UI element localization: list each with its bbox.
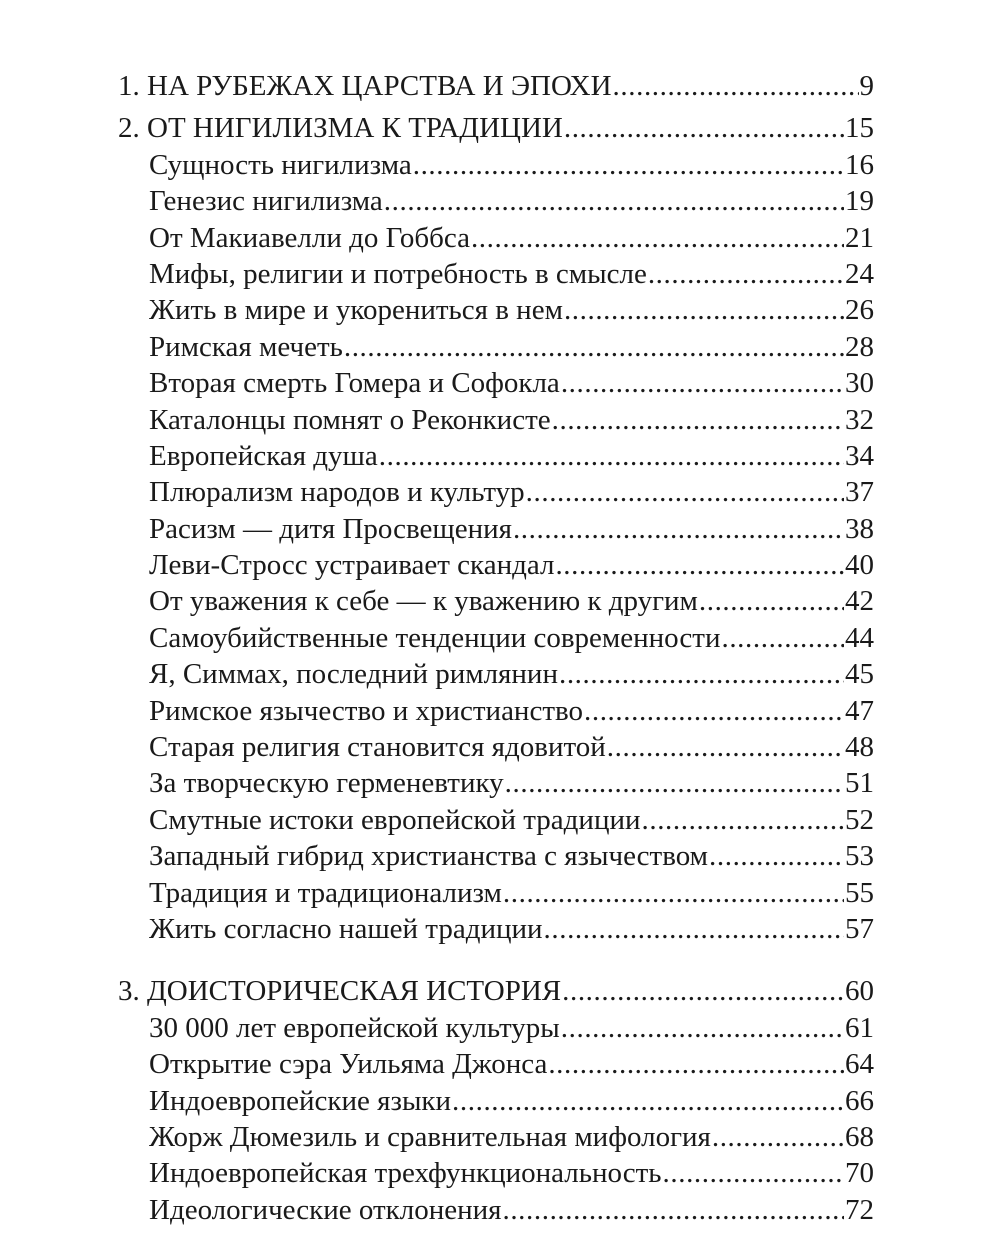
page-number: 16 xyxy=(845,148,874,181)
page-number: 24 xyxy=(845,257,874,290)
entry-title: Старая религия становится ядовитой xyxy=(149,731,606,764)
toc-entry xyxy=(118,220,874,256)
entry-title: Идеологические отклонения xyxy=(149,1193,502,1226)
page-number: 53 xyxy=(845,840,874,873)
toc-entry xyxy=(118,1192,874,1228)
page-number: 64 xyxy=(845,1048,874,1081)
dot-leader xyxy=(584,693,844,729)
toc-entry xyxy=(118,838,874,874)
dot-leader xyxy=(502,1192,844,1228)
toc-entry xyxy=(118,511,874,547)
toc-entry xyxy=(118,292,874,328)
dot-leader xyxy=(552,402,844,438)
dot-leader xyxy=(562,973,844,1009)
toc-entry xyxy=(118,147,874,183)
toc-entry xyxy=(118,620,874,656)
entry-title: Традиция и традиционализм xyxy=(149,876,502,909)
toc-chapter-2 xyxy=(118,110,874,146)
entry-title: Плюрализм народов и культур xyxy=(149,476,525,509)
page-number: 32 xyxy=(845,403,874,436)
page-number: 40 xyxy=(845,549,874,582)
page-number: 28 xyxy=(845,330,874,363)
entry-title: Западный гибрид христианства с язычеством xyxy=(149,840,709,873)
toc-entry xyxy=(118,1155,874,1191)
dot-leader xyxy=(544,911,844,947)
entry-title: Самоубийственные тенденции современности xyxy=(149,621,721,654)
page-number: 47 xyxy=(845,694,874,727)
toc-entry xyxy=(118,1046,874,1082)
entry-title: Индоевропейские языки xyxy=(149,1084,452,1117)
dot-leader xyxy=(503,875,844,911)
toc-entry xyxy=(118,583,874,619)
chapter-title: 3. ДОИСТОРИЧЕСКАЯ ИСТОРИЯ xyxy=(118,975,562,1008)
entry-title: Жорж Дюмезиль и сравнительная мифология xyxy=(149,1120,711,1153)
dot-leader xyxy=(548,1046,844,1082)
entry-title: Сущность нигилизма xyxy=(149,148,412,181)
dot-leader xyxy=(564,110,844,146)
dot-leader xyxy=(561,365,844,401)
page-number: 51 xyxy=(845,767,874,800)
dot-leader xyxy=(513,511,844,547)
dot-leader xyxy=(709,838,844,874)
page-number: 45 xyxy=(845,658,874,691)
page-number: 37 xyxy=(845,476,874,509)
toc-entry xyxy=(118,911,874,947)
page-number: 38 xyxy=(845,512,874,545)
dot-leader xyxy=(648,256,844,292)
entry-title: Я, Симмах, последний римлянин xyxy=(149,658,558,691)
page-number: 15 xyxy=(845,112,874,145)
dot-leader xyxy=(555,547,844,583)
toc-entry xyxy=(118,1119,874,1155)
toc-entry xyxy=(118,183,874,219)
toc-entry xyxy=(118,256,874,292)
dot-leader xyxy=(721,620,844,656)
dot-leader xyxy=(607,729,844,765)
toc-entry xyxy=(118,365,874,401)
entry-title: Индоевропейская трехфункциональность xyxy=(149,1157,662,1190)
toc-entry xyxy=(118,438,874,474)
chapter-title: 2. ОТ НИГИЛИЗМА К ТРАДИЦИИ xyxy=(118,112,563,145)
entry-title: Смутные истоки европейской традиции xyxy=(149,803,641,836)
dot-leader xyxy=(471,220,844,256)
toc-entry xyxy=(118,1010,874,1046)
chapter-title: 1. НА РУБЕЖАХ ЦАРСТВА И ЭПОХИ xyxy=(118,70,612,102)
toc-entry xyxy=(118,474,874,510)
entry-title: От Макиавелли до Гоббса xyxy=(149,221,470,254)
dot-leader xyxy=(379,438,844,474)
entry-title: Генезис нигилизма xyxy=(149,185,383,218)
page-number: 9 xyxy=(859,70,874,102)
toc-entry xyxy=(118,656,874,692)
page-number: 57 xyxy=(845,912,874,945)
page-number: 68 xyxy=(845,1120,874,1153)
entry-title: Мифы, религии и потребность в смысле xyxy=(149,257,647,290)
toc-entry xyxy=(118,765,874,801)
dot-leader xyxy=(613,68,859,104)
toc-entry xyxy=(118,693,874,729)
dot-leader xyxy=(452,1083,844,1119)
dot-leader xyxy=(712,1119,844,1155)
page-number: 60 xyxy=(845,975,874,1008)
toc-entry xyxy=(118,402,874,438)
dot-leader xyxy=(663,1155,844,1191)
entry-title: Каталонцы помнят о Реконкисте xyxy=(149,403,551,436)
dot-leader xyxy=(561,1010,844,1046)
toc-entry xyxy=(118,875,874,911)
page-number: 19 xyxy=(845,185,874,218)
dot-leader xyxy=(384,183,844,219)
table-of-contents xyxy=(118,68,874,1228)
entry-title: Жить согласно нашей традиции xyxy=(149,912,543,945)
page-number: 44 xyxy=(845,621,874,654)
entry-title: Вторая смерть Гомера и Софокла xyxy=(149,367,560,400)
entry-title: От уважения к себе — к уважению к другим xyxy=(149,585,698,618)
page-number: 66 xyxy=(845,1084,874,1117)
page-number: 34 xyxy=(845,439,874,472)
entry-title: Римское язычество и христианство xyxy=(149,694,583,727)
page-number: 26 xyxy=(845,294,874,327)
entry-title: 30 000 лет европейской культуры xyxy=(149,1011,560,1044)
toc-chapter-3 xyxy=(118,973,874,1009)
page-number: 70 xyxy=(845,1157,874,1190)
dot-leader xyxy=(344,329,844,365)
page-number: 21 xyxy=(845,221,874,254)
dot-leader xyxy=(526,474,844,510)
dot-leader xyxy=(564,292,844,328)
entry-title: Жить в мире и укорениться в нем xyxy=(149,294,563,327)
page-number: 48 xyxy=(845,731,874,764)
entry-title: За творческую герменевтику xyxy=(149,767,504,800)
page-number: 55 xyxy=(845,876,874,909)
toc-entry xyxy=(118,1083,874,1119)
entry-title: Леви-Стросс устраивает скандал xyxy=(149,549,555,582)
dot-leader xyxy=(642,802,845,838)
dot-leader xyxy=(699,583,844,619)
toc-entry xyxy=(118,729,874,765)
dot-leader xyxy=(505,765,844,801)
entry-title: Расизм — дитя Просвещения xyxy=(149,512,512,545)
entry-title: Римская мечеть xyxy=(149,330,343,363)
toc-entry xyxy=(118,547,874,583)
entry-title: Европейская душа xyxy=(149,439,378,472)
page-number: 42 xyxy=(845,585,874,618)
dot-leader xyxy=(413,147,844,183)
entry-title: Открытие сэра Уильяма Джонса xyxy=(149,1048,548,1081)
toc-entry xyxy=(118,802,874,838)
toc-entry xyxy=(118,329,874,365)
page-number: 72 xyxy=(845,1193,874,1226)
dot-leader xyxy=(559,656,844,692)
page-number: 61 xyxy=(845,1011,874,1044)
page-number: 30 xyxy=(845,367,874,400)
toc-chapter-1 xyxy=(118,68,874,104)
page-number: 52 xyxy=(845,803,874,836)
